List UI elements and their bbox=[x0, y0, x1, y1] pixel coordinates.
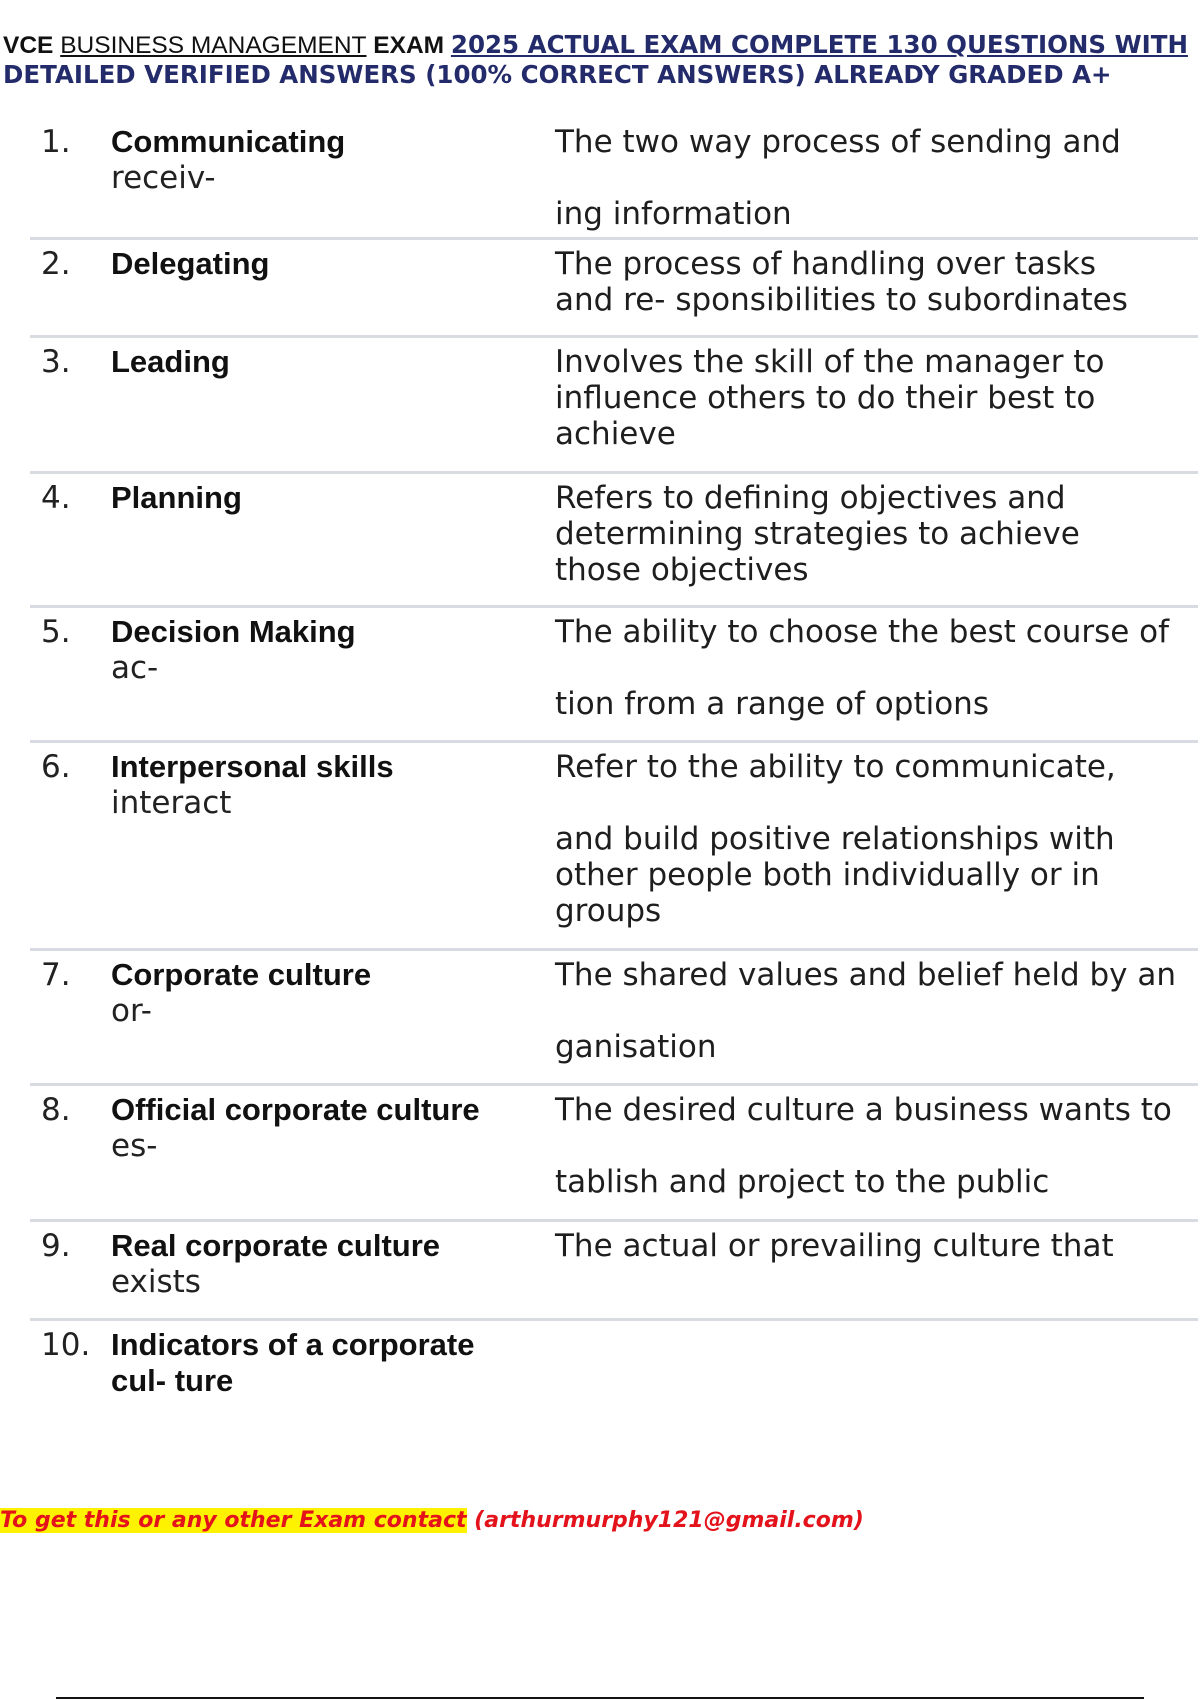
term-title: Delegating bbox=[111, 246, 270, 281]
item-definition bbox=[555, 124, 1200, 232]
term-title: Indicators of a corporate bbox=[111, 1327, 475, 1362]
definition-line: tablish and project to the public bbox=[555, 1164, 1050, 1200]
term-title: Communicating bbox=[111, 124, 346, 159]
definition-line: groups bbox=[555, 893, 662, 929]
definition-line: ing information bbox=[555, 196, 792, 232]
page-divider bbox=[56, 1697, 1144, 1699]
definition-line: those objectives bbox=[555, 552, 809, 588]
item-term bbox=[111, 1092, 511, 1164]
title-prefix: VCE bbox=[3, 32, 61, 59]
item-number: 7. bbox=[41, 957, 71, 993]
term-continuation: ac- bbox=[111, 650, 159, 686]
term-title: Corporate culture bbox=[111, 957, 372, 992]
item-term bbox=[111, 614, 511, 686]
question-answer-list bbox=[30, 118, 1198, 1421]
list-item bbox=[30, 474, 1198, 608]
definition-line: The actual or prevailing culture that bbox=[555, 1228, 1114, 1264]
term-continuation: cul- ture bbox=[111, 1363, 234, 1398]
definition-line: other people both individually or in bbox=[555, 857, 1100, 893]
item-number: 8. bbox=[41, 1092, 71, 1128]
term-title: Planning bbox=[111, 480, 242, 515]
item-definition bbox=[555, 749, 1200, 929]
definition-line: and re- sponsibilities to subordinates bbox=[555, 282, 1128, 318]
item-definition bbox=[555, 246, 1200, 318]
list-item bbox=[30, 1222, 1198, 1321]
list-item bbox=[30, 951, 1198, 1086]
item-number: 3. bbox=[41, 344, 71, 380]
definition-line: influence others to do their best to bbox=[555, 380, 1096, 416]
term-continuation: exists bbox=[111, 1264, 201, 1300]
list-item bbox=[30, 240, 1198, 338]
list-item bbox=[30, 1086, 1198, 1222]
term-continuation: or- bbox=[111, 993, 152, 1029]
term-title: Decision Making bbox=[111, 614, 356, 649]
contact-highlight: To get this or any other Exam contact bbox=[0, 1508, 467, 1533]
item-definition bbox=[555, 480, 1200, 588]
list-item bbox=[30, 608, 1198, 743]
item-term bbox=[111, 1228, 511, 1300]
list-item bbox=[30, 338, 1198, 474]
definition-line: achieve bbox=[555, 416, 676, 452]
definition-line: The ability to choose the best course of bbox=[555, 614, 1170, 650]
list-item bbox=[30, 743, 1198, 951]
definition-line: Involves the skill of the manager to bbox=[555, 344, 1105, 380]
item-term bbox=[111, 344, 511, 380]
definition-line: The two way process of sending and bbox=[555, 124, 1121, 160]
term-title: Interpersonal skills bbox=[111, 749, 394, 784]
title-year-line: 2025 ACTUAL EXAM COMPLETE 130 QUESTIONS WITH bbox=[450, 30, 1188, 59]
definition-line: determining strategies to achieve bbox=[555, 516, 1080, 552]
term-continuation: interact bbox=[111, 785, 232, 821]
item-number: 2. bbox=[41, 246, 71, 282]
definition-line: tion from a range of options bbox=[555, 686, 989, 722]
item-number: 10. bbox=[41, 1327, 91, 1363]
item-term bbox=[111, 1327, 511, 1399]
item-definition bbox=[555, 344, 1200, 452]
term-title: Real corporate culture bbox=[111, 1228, 441, 1263]
definition-line: Refer to the ability to communicate, bbox=[555, 749, 1116, 785]
title-second-line: DETAILED VERIFIED ANSWERS (100% CORRECT ANSWERS) ALREADY GRADED A+ bbox=[3, 60, 1112, 89]
term-title: Leading bbox=[111, 344, 230, 379]
item-number: 4. bbox=[41, 480, 71, 516]
definition-line: Refers to defining objectives and bbox=[555, 480, 1066, 516]
title-exam: EXAM bbox=[366, 32, 451, 59]
item-definition bbox=[555, 614, 1200, 722]
definition-line: The desired culture a business wants to bbox=[555, 1092, 1172, 1128]
term-continuation: receiv- bbox=[111, 160, 216, 196]
item-number: 9. bbox=[41, 1228, 71, 1264]
contact-email[interactable]: (arthurmurphy121@gmail.com) bbox=[466, 1508, 864, 1533]
item-term bbox=[111, 749, 511, 821]
item-term bbox=[111, 246, 511, 282]
item-number: 5. bbox=[41, 614, 71, 650]
item-term bbox=[111, 124, 511, 196]
item-term bbox=[111, 957, 511, 1029]
document-title bbox=[3, 30, 1197, 89]
list-item bbox=[30, 118, 1198, 240]
definition-line: The process of handling over tasks bbox=[555, 246, 1096, 282]
definition-line: ganisation bbox=[555, 1029, 717, 1065]
term-continuation: es- bbox=[111, 1128, 158, 1164]
item-number: 1. bbox=[41, 124, 71, 160]
list-item bbox=[30, 1321, 1198, 1421]
item-definition bbox=[555, 1228, 1200, 1264]
item-definition bbox=[555, 1092, 1200, 1200]
item-definition bbox=[555, 957, 1200, 1065]
contact-footer bbox=[0, 1507, 864, 1535]
item-number: 6. bbox=[41, 749, 71, 785]
definition-line: and build positive relationships with bbox=[555, 821, 1115, 857]
item-term bbox=[111, 480, 511, 516]
title-subject: BUSINESS MANAGEMENT bbox=[60, 32, 367, 59]
definition-line: The shared values and belief held by an bbox=[555, 957, 1177, 993]
term-title: Official corporate culture bbox=[111, 1092, 480, 1127]
